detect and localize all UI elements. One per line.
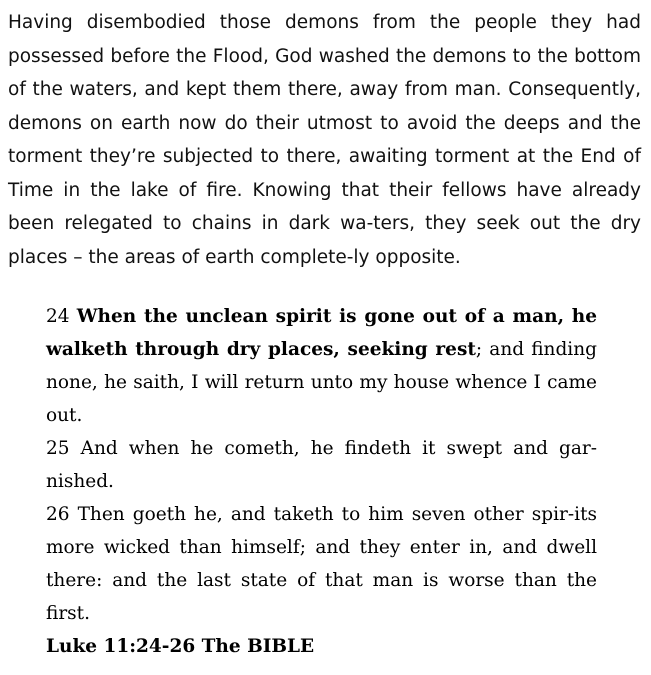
verse-24-rest-text: ; and finding none, he saith, I will return unto my house whence I came out. [46, 339, 597, 426]
verse-24 [46, 300, 597, 432]
intro-paragraph: Having disembodied those demons from the people they had possessed before the Flood, God washed the demons to the bottom of the waters, and kept them there, away from man. Consequently, demons on earth now do their utmost to avoid the deeps and the torment they’re subjected to there, awaiting torment at the End of Time in the lake of fire. Knowing that their fellows have already been relegated to chains in dark wa-ters, they seek out the dry places – the areas of earth complete-ly opposite. [8, 12, 641, 268]
scripture-quote-block [46, 300, 597, 663]
verse-24-bold-text: When the unclean spirit is gone out of a man, he walketh through dry places, seeking rest [46, 306, 597, 360]
scripture-attribution: Luke 11:24-26 The BIBLE [46, 636, 315, 657]
verse-26: 26 Then goeth he, and taketh to him seven other spir-its more wicked than himself; and they enter in, and dwell there: and the last state of that man is worse than the first. [46, 504, 597, 624]
verse-25: 25 And when he cometh, he findeth it swept and gar-nished. [46, 438, 597, 492]
intro-paragraph-block [8, 6, 641, 274]
verse-24-number: 24 [46, 306, 70, 327]
